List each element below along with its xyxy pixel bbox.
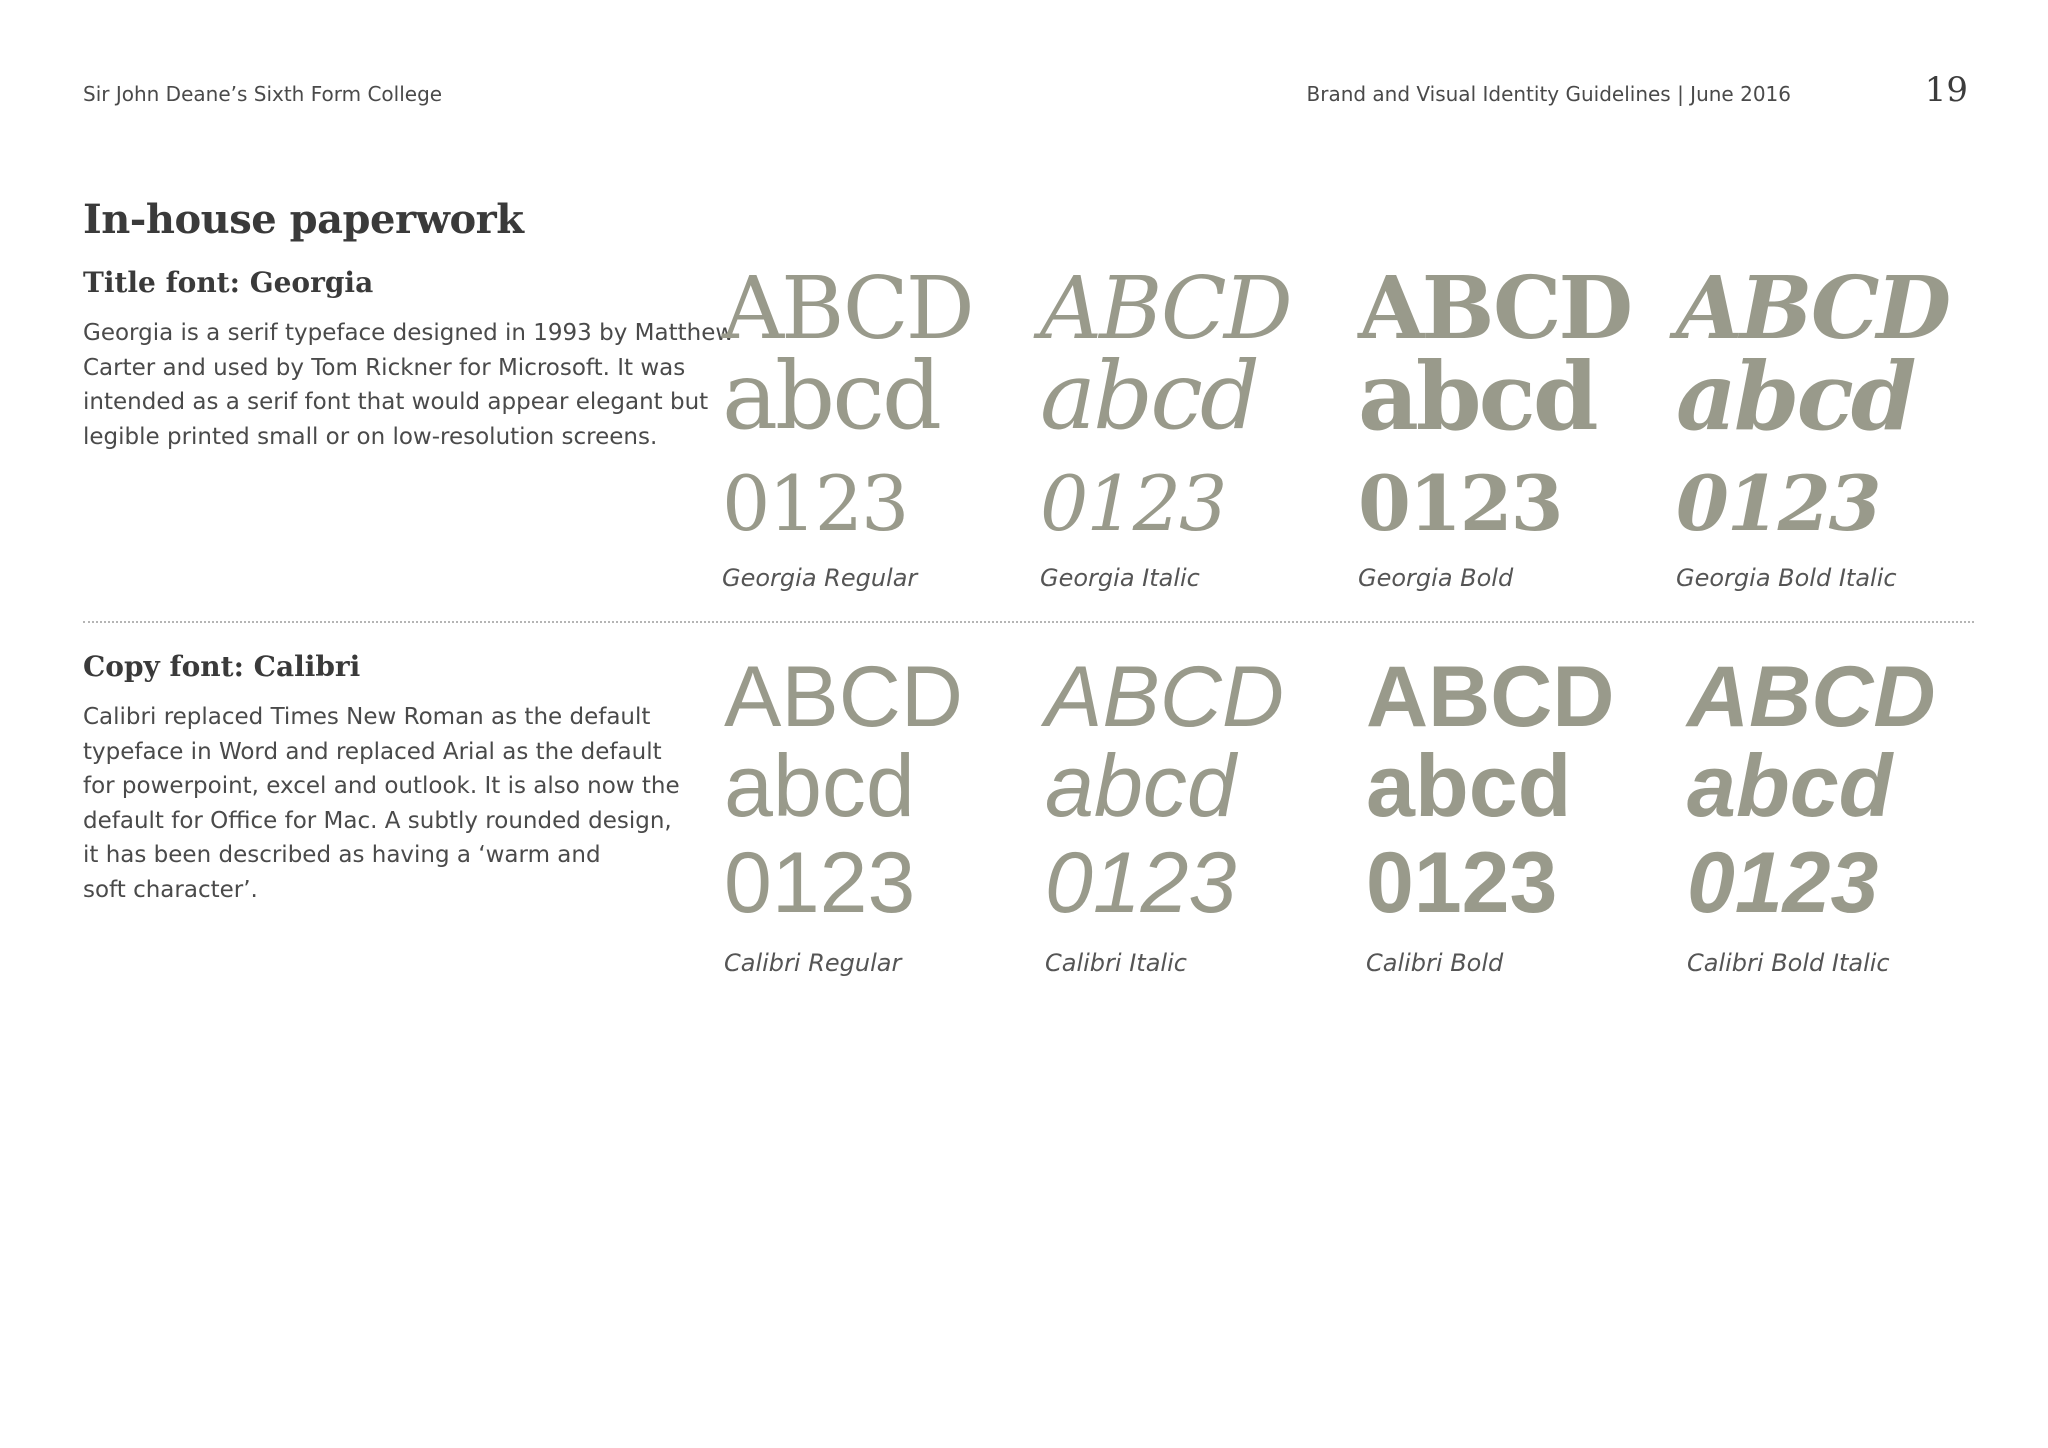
- specimen-lowercase: abcd: [1687, 736, 1893, 835]
- calibri-description-line: Calibri replaced Times New Roman as the default: [83, 704, 651, 730]
- page-number: 19: [1924, 70, 1968, 110]
- specimen-caption: Calibri Regular: [724, 949, 902, 977]
- specimen-lowercase: abcd: [1366, 736, 1572, 835]
- specimen-uppercase: ABCD: [1687, 649, 1936, 745]
- calibri-description-line: typeface in Word and replaced Arial as the default: [83, 738, 662, 765]
- specimen-caption: Calibri Italic: [1045, 949, 1187, 977]
- georgia-description-line: intended as a serif font that would appear elegant but: [83, 389, 709, 415]
- calibri-heading: Copy font: Calibri: [83, 650, 361, 683]
- calibri-description: [83, 700, 680, 907]
- specimen-digits: 0123: [1040, 459, 1226, 548]
- calibri-description-line: default for Office for Mac. A subtly rounded design,: [83, 807, 672, 834]
- specimen-uppercase: ABCD: [1045, 649, 1284, 745]
- specimen-digits: 0123: [1676, 459, 1880, 548]
- header-document-title: Brand and Visual Identity Guidelines | June 2016: [1306, 82, 1791, 106]
- specimen-uppercase: ABCD: [1366, 649, 1615, 745]
- specimen-digits: 0123: [1045, 835, 1237, 931]
- section-divider: [83, 621, 1974, 623]
- specimen-caption: Georgia Bold: [1358, 564, 1514, 592]
- specimen-uppercase: ABCD: [1040, 259, 1290, 359]
- specimen-uppercase: ABCD: [722, 259, 972, 359]
- georgia-heading: Title font: Georgia: [83, 266, 374, 299]
- specimen-caption: Georgia Italic: [1040, 564, 1200, 592]
- specimen-caption: Calibri Bold: [1366, 949, 1504, 977]
- specimen-lowercase: abcd: [722, 342, 940, 451]
- georgia-description-line: Carter and used by Tom Rickner for Microsoft. It was: [83, 354, 686, 381]
- georgia-description: [83, 316, 734, 454]
- page-title: In-house paperwork: [83, 196, 524, 243]
- specimen-caption: Georgia Bold Italic: [1676, 564, 1897, 592]
- georgia-description-line: legible printed small or on low-resolution screens.: [83, 423, 658, 450]
- specimen-lowercase: abcd: [724, 736, 915, 835]
- specimen-caption: Georgia Regular: [722, 564, 918, 592]
- specimen-uppercase: ABCD: [1676, 258, 1949, 359]
- specimen-lowercase: abcd: [1676, 342, 1914, 452]
- calibri-description-line: for powerpoint, excel and outlook. It is also now the: [83, 773, 680, 799]
- specimen-digits: 0123: [1687, 835, 1879, 931]
- specimen-uppercase: ABCD: [1358, 258, 1631, 359]
- specimen-lowercase: abcd: [1040, 342, 1258, 451]
- specimen-caption: Calibri Bold Italic: [1687, 949, 1890, 977]
- specimen-uppercase: ABCD: [724, 649, 963, 745]
- calibri-description-line: soft character’.: [83, 876, 258, 903]
- header-organisation: Sir John Deane’s Sixth Form College: [83, 82, 443, 106]
- specimen-digits: 0123: [722, 459, 908, 548]
- specimen-digits: 0123: [724, 835, 916, 931]
- georgia-description-line: Georgia is a serif typeface designed in 1993 by Matthew: [83, 320, 735, 346]
- specimen-lowercase: abcd: [1045, 736, 1236, 835]
- specimen-digits: 0123: [1358, 459, 1562, 548]
- specimen-lowercase: abcd: [1358, 342, 1596, 452]
- specimen-digits: 0123: [1366, 835, 1558, 931]
- calibri-description-line: it has been described as having a ‘warm and: [83, 842, 601, 868]
